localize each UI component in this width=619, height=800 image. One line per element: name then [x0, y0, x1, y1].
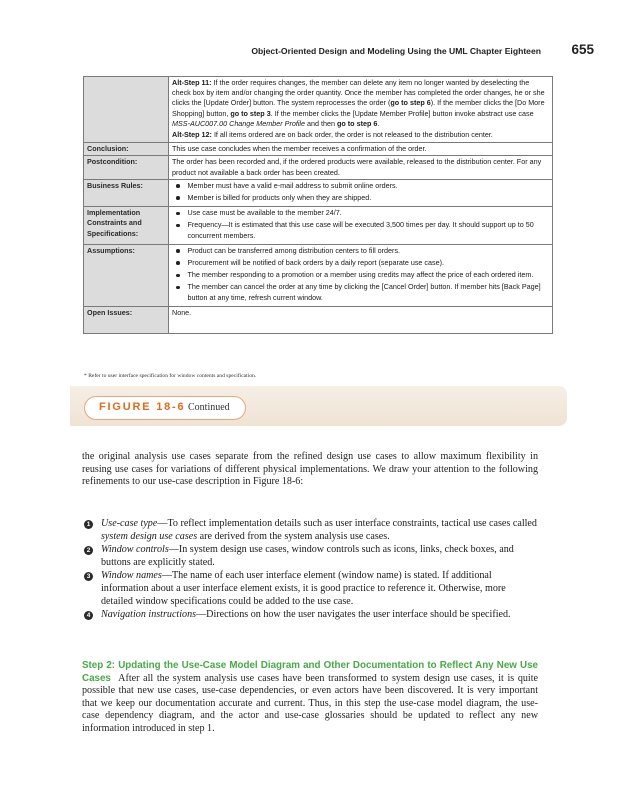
list-item: 1 Use-case type—To reflect implementation details such as user interface constraints, tactical use cases called system design use cases are derived from the system analysis use cases.: [82, 518, 538, 543]
business-rules-label: Business Rules:: [84, 179, 169, 206]
list-item: Member is billed for products only when they are shipped.: [172, 193, 549, 203]
list-item: Use case must be available to the member 24/7.: [172, 208, 549, 218]
refinements-list: [82, 518, 538, 623]
table-row: [84, 179, 553, 206]
list-item: 4 Navigation instructions—Directions on how the user navigates the user interface should be specified.: [82, 609, 538, 622]
number-badge: 1: [84, 520, 93, 529]
list-item: Member must have a valid e-mail address to submit online orders.: [172, 181, 549, 191]
use-case-table: [83, 76, 553, 334]
number-badge: 4: [84, 611, 93, 620]
implementation-list: [169, 207, 553, 245]
conclusion-label: Conclusion:: [84, 143, 169, 156]
list-item: Procurement will be notified of back orders by a daily report (separate use case).: [172, 258, 549, 268]
open-issues-text: None.: [169, 306, 553, 333]
business-rules-list: [169, 179, 553, 206]
label-cell: [84, 77, 169, 143]
list-item: Product can be transferred among distribution centers to fill orders.: [172, 246, 549, 256]
table-footnote: * Refer to user interface specification for window contents and specification.: [84, 373, 257, 379]
alt-steps-cell: [169, 77, 553, 143]
open-issues-label: Open Issues:: [84, 306, 169, 333]
figure-label: FIGURE 18-6: [99, 401, 186, 413]
postcondition-text: The order has been recorded and, if the ordered products were available, released to the distribution center. For any product not available a back order has been created.: [169, 156, 553, 179]
implementation-label: Implementation Constraints and Specifications:: [84, 207, 169, 245]
step2-heading: Step 2: Updating the Use-Case Model Diagram and Other Documentation to Reflect Any New Use Cases: [82, 660, 538, 684]
table-row: [84, 244, 553, 306]
list-item: The member responding to a promotion or a member using credits may affect the price of each ordered item.: [172, 270, 549, 280]
list-item: The member can cancel the order at any time by clicking the [Cancel Order] button. If member hits [Back Page] button at any time, refresh current window.: [172, 282, 549, 302]
table-row: [84, 306, 553, 333]
alt-step-11: Alt-Step 11: If the order requires changes, the member can delete any item no longer wanted by deselecting the check box by item and/or changing the order quantity. Once the member has completed the order changes, he or she clicks the [Update Order] button. The system reprocesses the order (go to step 6). If the member clicks the [Do More Shopping] button, go to step 3. If the member clicks the [Update Member Profile] button invoke abstract use case MSS-AUC007.00 Change Member Profile and then go to step 6.: [172, 78, 545, 128]
table-row: [84, 77, 553, 143]
postcondition-label: Postcondition:: [84, 156, 169, 179]
step2-text: After all the system analysis use cases have been transformed to system design use cases, it is quite possible that new use cases, use-case dependencies, or even actors have been discovered. It is very important that we keep our documentation accurate and current. Thus, in this step the use-case model diagram, the use-case dependency diagram, and the actor and use-case glossaries should be updated to reflect any new information introduced in step 1.: [82, 672, 539, 734]
table-row: [84, 207, 553, 245]
list-item: 2 Window controls—In system design use cases, window controls such as icons, links, check boxes, and buttons are explicitly stated.: [82, 544, 538, 569]
number-badge: 2: [84, 546, 93, 555]
table-row: [84, 143, 553, 156]
conclusion-text: This use case concludes when the member receives a confirmation of the order.: [169, 143, 553, 156]
assumptions-list: [169, 244, 553, 306]
list-item: 3 Window names—The name of each user interface element (window name) is stated. If additional information about a user interface element exists, it is good practice to reference it. Otherwise, more detailed window specifications could be added to the use case.: [82, 570, 538, 608]
intro-paragraph: the original analysis use cases separate from the refined design use cases to allow maximum flexibility in reusing use cases for variations of different physical implementations. We draw your attention to the following refinements to our use-case description in Figure 18-6:: [82, 451, 538, 488]
list-item: Frequency—It is estimated that this use case will be executed 3,500 times per day. It should support up to 50 concurrent members.: [172, 220, 549, 240]
alt-step-12: Alt-Step 12: If all items ordered are on back order, the order is not released to the distribution center.: [172, 130, 493, 140]
running-title: Object-Oriented Design and Modeling Using the UML Chapter Eighteen: [251, 46, 541, 56]
step2-paragraph: [82, 660, 538, 736]
assumptions-label: Assumptions:: [84, 244, 169, 306]
running-header: [0, 42, 619, 62]
figure-caption: [84, 396, 246, 420]
number-badge: 3: [84, 572, 93, 581]
page-number: 655: [571, 42, 594, 57]
figure-continued: Continued: [188, 402, 230, 413]
table-row: [84, 156, 553, 179]
